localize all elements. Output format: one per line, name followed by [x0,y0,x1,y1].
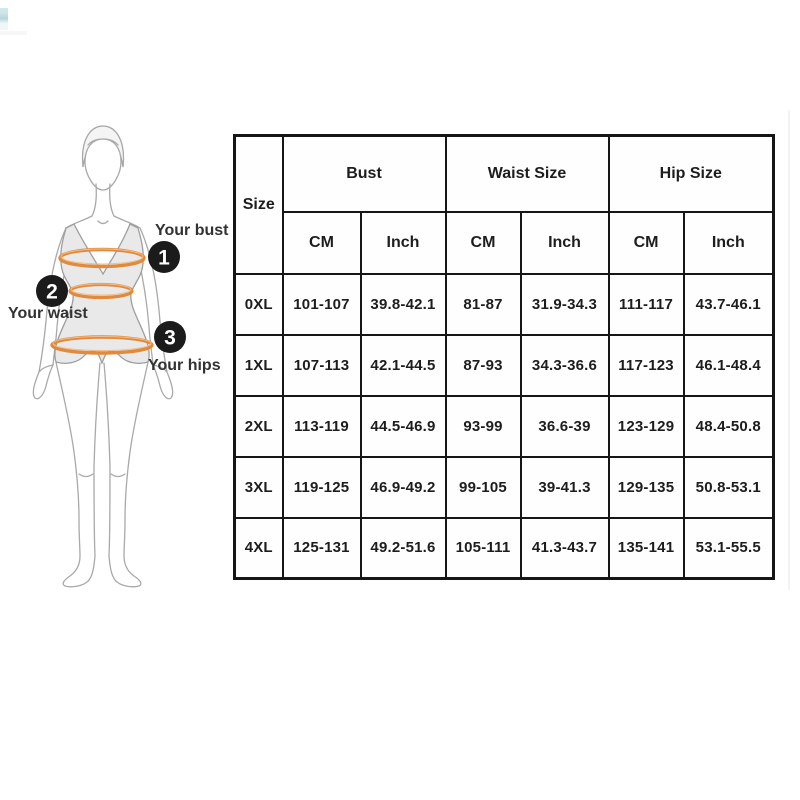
hip-cm-cell: 129-135 [609,457,684,518]
hip-inch-cell: 53.1-55.5 [684,518,774,579]
size-cell: 3XL [235,457,283,518]
bust-cm-cell: 107-113 [283,335,361,396]
scan-artifact [0,31,27,35]
scan-artifact [788,110,790,590]
table-row-4xl [235,518,774,579]
bust-cm-header: CM [283,212,361,274]
scan-artifact [0,8,8,23]
bust-cm-cell: 113-119 [283,396,361,457]
hips-label: Your hips [148,357,221,374]
hip-inch-cell: 43.7-46.1 [684,274,774,335]
left-foot [63,556,95,587]
swimsuit [55,224,149,363]
bust-marker-number: 1 [158,246,170,270]
waist-inch-cell: 41.3-43.7 [521,518,609,579]
waist-group-header: Waist Size [446,136,609,212]
waist-cm-cell: 81-87 [446,274,521,335]
scan-artifact [0,23,8,30]
hip-inch-cell: 46.1-48.4 [684,335,774,396]
face [85,139,121,190]
waist-cm-cell: 105-111 [446,518,521,579]
size-cell: 0XL [235,274,283,335]
table-group-header-row [235,136,774,212]
measurement-figure [0,122,230,600]
waist-label: Your waist [8,305,88,322]
bust-inch-cell: 46.9-49.2 [361,457,446,518]
size-cell: 2XL [235,396,283,457]
bust-inch-cell: 44.5-46.9 [361,396,446,457]
waist-cm-cell: 93-99 [446,396,521,457]
size-cell: 4XL [235,518,283,579]
hip-inch-cell: 50.8-53.1 [684,457,774,518]
size-table [233,134,775,580]
waist-cm-header: CM [446,212,521,274]
hip-cm-cell: 135-141 [609,518,684,579]
hip-cm-cell: 123-129 [609,396,684,457]
size-cell: 1XL [235,335,283,396]
hip-cm-cell: 117-123 [609,335,684,396]
waist-marker-number: 2 [46,280,58,304]
hips-marker-number: 3 [164,326,176,350]
waist-cm-cell: 87-93 [446,335,521,396]
waist-inch-header: Inch [521,212,609,274]
hip-inch-cell: 48.4-50.8 [684,396,774,457]
waist-inch-cell: 34.3-36.6 [521,335,609,396]
bust-cm-cell: 101-107 [283,274,361,335]
hip-cm-header: CM [609,212,684,274]
size-column-header: Size [235,136,283,274]
bust-label: Your bust [155,222,229,239]
bust-inch-cell: 42.1-44.5 [361,335,446,396]
hip-cm-cell: 111-117 [609,274,684,335]
hip-group-header: Hip Size [609,136,774,212]
hip-inch-header: Inch [684,212,774,274]
waist-inch-cell: 36.6-39 [521,396,609,457]
table-row-2xl [235,396,774,457]
bust-cm-cell: 125-131 [283,518,361,579]
right-foot [109,556,141,587]
left-hand [33,365,53,399]
bust-group-header: Bust [283,136,446,212]
bust-inch-header: Inch [361,212,446,274]
table-unit-header-row [235,212,774,274]
waist-inch-cell: 31.9-34.3 [521,274,609,335]
table-row-0xl [235,274,774,335]
bust-inch-cell: 49.2-51.6 [361,518,446,579]
bust-cm-cell: 119-125 [283,457,361,518]
waist-inch-cell: 39-41.3 [521,457,609,518]
waist-cm-cell: 99-105 [446,457,521,518]
bust-inch-cell: 39.8-42.1 [361,274,446,335]
table-row-3xl [235,457,774,518]
table-row-1xl [235,335,774,396]
